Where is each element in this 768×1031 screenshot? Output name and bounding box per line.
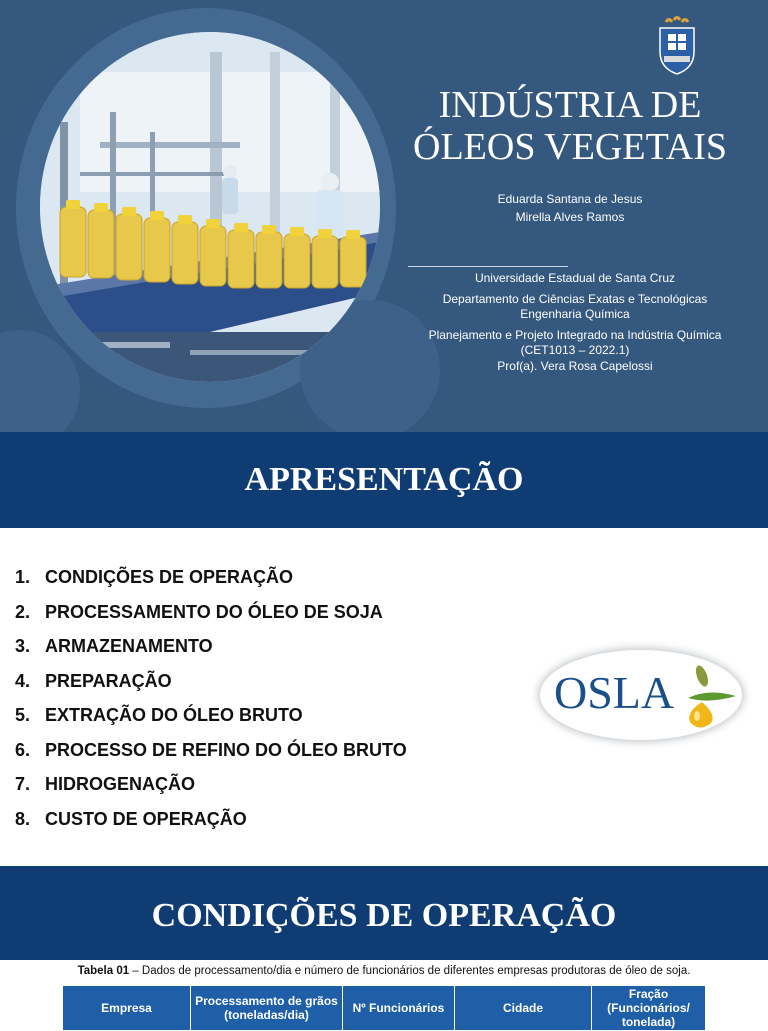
agenda-item-label: PROCESSO DE REFINO DO ÓLEO BRUTO	[45, 739, 407, 760]
operation-conditions-slide	[0, 864, 768, 1029]
table-header-cell: Nº Funcionários	[343, 986, 455, 1031]
author-name: Eduarda Santana de Jesus	[497, 192, 643, 206]
oil-drop-leaf-icon	[678, 658, 740, 732]
agenda-item-number: 1.	[15, 567, 31, 587]
agenda-item	[15, 738, 407, 773]
agenda-item	[15, 669, 407, 704]
authors	[380, 190, 760, 226]
university-seal-icon	[652, 16, 702, 76]
agenda-item	[15, 565, 407, 600]
agenda-item-label: ARMAZENAMENTO	[45, 636, 213, 656]
table-caption-text: – Dados de processamento/dia e número de funcionários de diferentes empresas produtoras de óleo de soja.	[129, 965, 691, 977]
table-caption	[0, 965, 768, 977]
divider	[408, 266, 568, 267]
agenda-item	[15, 634, 407, 669]
agenda-item-number: 6.	[15, 739, 31, 760]
table-caption-label: Tabela 01	[77, 965, 130, 977]
agenda-item	[15, 772, 407, 807]
agenda-item-number: 8.	[15, 808, 31, 829]
agenda-slide	[0, 432, 768, 864]
agenda-item-label: CUSTO DE OPERAÇÃO	[45, 808, 247, 829]
agenda-item-label: PROCESSAMENTO DO ÓLEO DE SOJA	[45, 601, 383, 622]
agenda-item-label: EXTRAÇÃO DO ÓLEO BRUTO	[45, 705, 303, 725]
data-table	[62, 985, 706, 1031]
agenda-item-number: 7.	[15, 774, 31, 794]
table-header-cell: Processamento de grãos (toneladas/dia)	[191, 986, 343, 1031]
agenda-item	[15, 807, 407, 842]
agenda-banner	[0, 432, 768, 528]
professor-name: Prof(a). Vera Rosa Capelossi	[497, 358, 653, 373]
agenda-item-number: 2.	[15, 601, 31, 622]
operation-conditions-title: CONDIÇÕES DE OPERAÇÃO	[151, 897, 617, 934]
factory-photo	[40, 32, 380, 382]
department-name: Departamento de Ciências Exatas e Tecnológicas	[442, 291, 708, 306]
agenda-item	[15, 703, 407, 738]
table-header-cell: Fração (Funcionários/ tonelada)	[592, 986, 706, 1031]
presentation-title	[380, 84, 760, 168]
osla-logo	[540, 650, 742, 740]
agenda-title: APRESENTAÇÃO	[244, 461, 524, 498]
subject-name: Planejamento e Projeto Integrado na Indústria Química	[428, 327, 722, 342]
title-line-2: ÓLEOS VEGETAIS	[413, 126, 727, 168]
agenda-item-label: PREPARAÇÃO	[45, 670, 172, 691]
institution-info	[380, 271, 768, 374]
course-name: Engenharia Química	[520, 307, 630, 321]
institution-name: Universidade Estadual de Santa Cruz	[474, 271, 676, 285]
table-header-cell: Empresa	[63, 986, 191, 1031]
table-header-cell: Cidade	[455, 986, 592, 1031]
agenda-list	[15, 565, 407, 841]
operation-conditions-banner	[0, 866, 768, 960]
subject-code: (CET1013 – 2022.1)	[520, 343, 630, 357]
author-name: Mirella Alves Ramos	[515, 210, 625, 224]
agenda-item	[15, 600, 407, 635]
osla-logo-text: OSLA	[554, 667, 675, 718]
agenda-item-number: 4.	[15, 670, 31, 691]
title-line-1: INDÚSTRIA DE	[438, 84, 702, 126]
title-slide	[0, 0, 768, 432]
agenda-item-number: 3.	[15, 636, 31, 656]
agenda-item-label: CONDIÇÕES DE OPERAÇÃO	[45, 567, 294, 587]
agenda-item-number: 5.	[15, 705, 31, 725]
agenda-item-label: HIDROGENAÇÃO	[45, 774, 196, 794]
